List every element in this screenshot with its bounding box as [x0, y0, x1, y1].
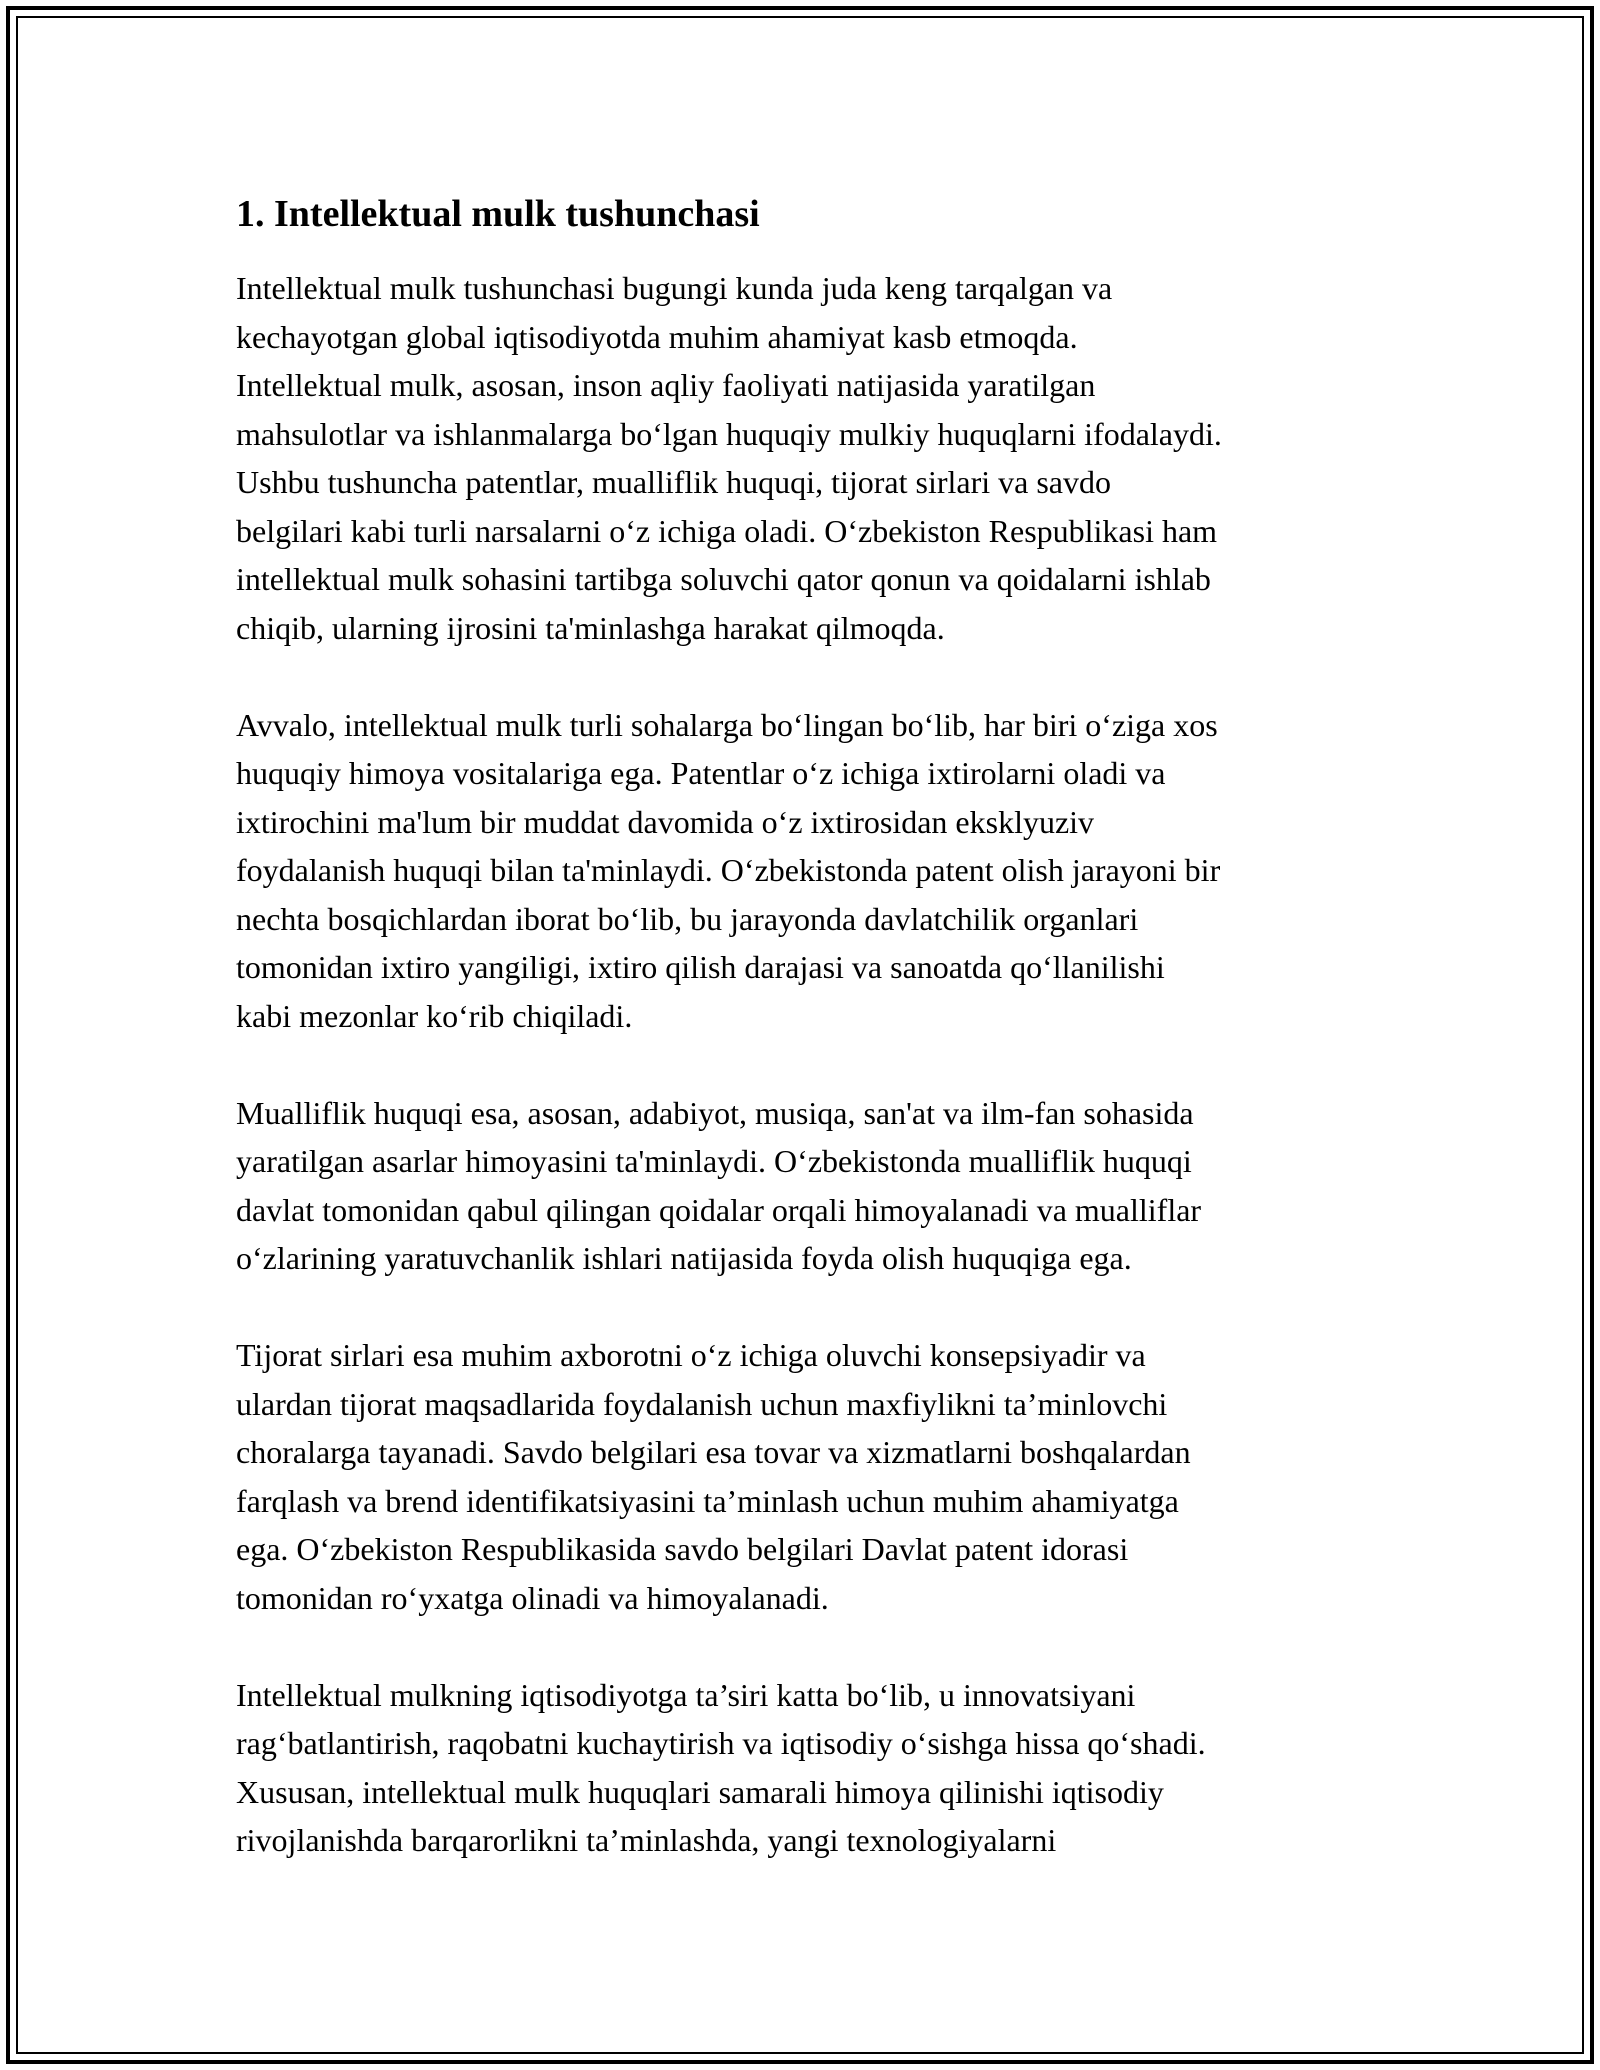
text-line: Intellektual mulk tushunchasi bugungi kunda juda keng tarqalgan va — [236, 270, 1113, 306]
paragraph-3 — [236, 1089, 1386, 1283]
text-line: farqlash va brend identifikatsiyasini ta’minlash uchun muhim ahamiyatga — [236, 1482, 1179, 1519]
text-line: Xususan, intellektual mulk huquqlari samarali himoya qilinishi iqtisodiy — [236, 1773, 1164, 1810]
text-line: kechayotgan global iqtisodiyotda muhim ahamiyat kasb etmoqda. — [236, 318, 1078, 355]
text-line: ega. O‘zbekiston Respublikasida savdo belgilari Davlat patent idorasi — [236, 1531, 1129, 1567]
text-line: rag‘batlantirish, raqobatni kuchaytirish va iqtisodiy o‘sishga hissa qo‘shadi. — [236, 1725, 1206, 1761]
text-line: ixtirochini ma'lum bir muddat davomida o‘z ixtirosidan eksklyuziv — [236, 803, 1095, 840]
text-line: Intellektual mulk, asosan, inson aqliy faoliyati natijasida yaratilgan — [236, 367, 1096, 403]
section-heading: 1. Intellektual mulk tushunchasi — [236, 193, 760, 235]
text-line: foydalanish huquqi bilan ta'minlaydi. O‘zbekistonda patent olish jarayoni bir — [236, 852, 1221, 888]
paragraph-2 — [236, 701, 1386, 1041]
paragraph-4 — [236, 1331, 1386, 1622]
text-line: tomonidan ixtiro yangiligi, ixtiro qilish darajasi va sanoatda qo‘llanilishi — [236, 949, 1165, 985]
text-line: chiqib, ularning ijrosini ta'minlashga harakat qilmoqda. — [236, 609, 945, 646]
text-line: Mualliflik huquqi esa, asosan, adabiyot, musiqa, san'at va ilm-fan sohasida — [236, 1094, 1194, 1131]
text-line: kabi mezonlar ko‘rib chiqiladi. — [236, 997, 633, 1034]
paragraph-5 — [236, 1671, 1386, 1865]
text-line: o‘zlarining yaratuvchanlik ishlari natijasida foyda olish huquqiga ega. — [236, 1240, 1132, 1276]
text-line: nechta bosqichlardan iborat bo‘lib, bu jarayonda davlatchilik organlari — [236, 900, 1139, 937]
text-line: choralarga tayanadi. Savdo belgilari esa tovar va xizmatlarni boshqalardan — [236, 1434, 1191, 1470]
text-line: rivojlanishda barqarorlikni ta’minlashda, yangi texnologiyalarni — [236, 1822, 1057, 1858]
paragraph-1 — [236, 264, 1386, 652]
document-body — [236, 188, 1386, 1913]
text-line: mahsulotlar va ishlanmalarga bo‘lgan huquqiy mulkiy huquqlarni ifodalaydi. — [236, 415, 1222, 452]
text-line: davlat tomonidan qabul qilingan qoidalar orqali himoyalanadi va mualliflar — [236, 1191, 1202, 1228]
text-line: Intellektual mulkning iqtisodiyotga ta’siri katta bo‘lib, u innovatsiyani — [236, 1676, 1136, 1713]
text-line: intellektual mulk sohasini tartibga soluvchi qator qonun va qoidalarni ishlab — [236, 561, 1211, 597]
text-line: huquqiy himoya vositalariga ega. Patentlar o‘z ichiga ixtirolarni oladi va — [236, 755, 1166, 791]
text-line: Ushbu tushuncha patentlar, mualliflik huquqi, tijorat sirlari va savdo — [236, 464, 1111, 500]
text-line: belgilari kabi turli narsalarni o‘z ichiga oladi. O‘zbekiston Respublikasi ham — [236, 512, 1218, 549]
text-line: ulardan tijorat maqsadlarida foydalanish uchun maxfiylikni ta’minlovchi — [236, 1385, 1168, 1422]
text-line: Avvalo, intellektual mulk turli sohalarga bo‘lingan bo‘lib, har biri o‘ziga xos — [236, 706, 1218, 743]
text-line: yaratilgan asarlar himoyasini ta'minlaydi. O‘zbekistonda mualliflik huquqi — [236, 1143, 1192, 1179]
text-line: Tijorat sirlari esa muhim axborotni o‘z ichiga oluvchi konsepsiyadir va — [236, 1337, 1146, 1373]
text-line: tomonidan ro‘yxatga olinadi va himoyalanadi. — [236, 1579, 829, 1616]
